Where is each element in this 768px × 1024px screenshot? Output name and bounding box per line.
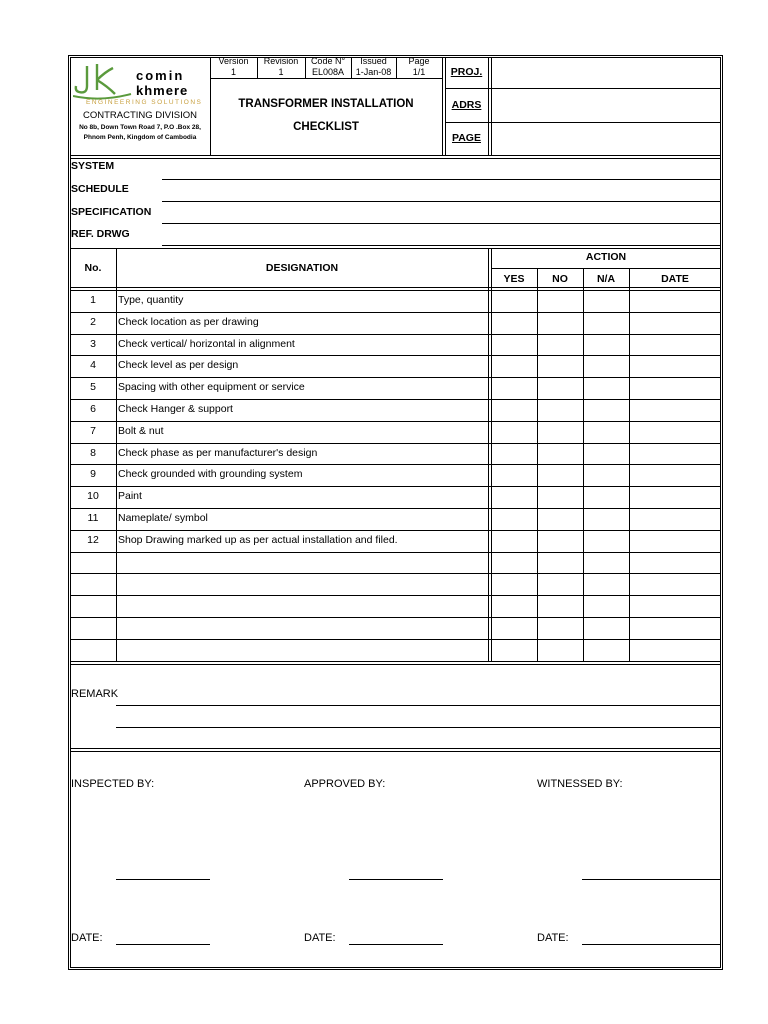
system-field-line[interactable] [162, 179, 721, 180]
date-column-header: DATE [661, 273, 689, 285]
yes-checkbox-cell[interactable] [491, 617, 537, 639]
na-checkbox-cell[interactable] [583, 334, 629, 356]
doc-code-value: EL008A [311, 67, 345, 77]
date-cell[interactable] [629, 595, 721, 617]
ref-drwg-label: REF. DRWG [71, 228, 130, 240]
no-checkbox-cell[interactable] [537, 552, 583, 574]
inspected-signature-line[interactable] [116, 879, 210, 880]
row-number: 8 [90, 446, 96, 459]
witnessed-signature-line[interactable] [582, 879, 721, 880]
yes-checkbox-cell[interactable] [491, 530, 537, 552]
na-checkbox-cell[interactable] [583, 573, 629, 595]
na-checkbox-cell[interactable] [583, 443, 629, 465]
yes-checkbox-cell[interactable] [491, 312, 537, 334]
approved-date-line[interactable] [349, 944, 443, 945]
inspected-by-label: INSPECTED BY: [71, 778, 155, 790]
yes-checkbox-cell[interactable] [491, 399, 537, 421]
doc-issued-header: Issued [360, 56, 387, 66]
row-designation: Nameplate/ symbol [118, 512, 208, 524]
date-cell[interactable] [629, 421, 721, 443]
yes-checkbox-cell[interactable] [491, 377, 537, 399]
company-division: CONTRACTING DIVISION [82, 110, 197, 121]
na-checkbox-cell[interactable] [583, 464, 629, 486]
table-row [70, 552, 721, 574]
remark-label: REMARK [71, 688, 119, 700]
doc-revision-header: Revision [263, 56, 299, 66]
no-checkbox-cell[interactable] [537, 399, 583, 421]
no-checkbox-cell[interactable] [537, 334, 583, 356]
na-checkbox-cell[interactable] [583, 399, 629, 421]
no-checkbox-cell[interactable] [537, 355, 583, 377]
row-number: 9 [90, 468, 96, 481]
row-designation: Bolt & nut [118, 424, 164, 437]
date-cell[interactable] [629, 508, 721, 530]
table-row [70, 312, 721, 334]
doc-page-value: 1/1 [412, 67, 426, 77]
date-cell[interactable] [629, 377, 721, 399]
row-number: 6 [90, 403, 96, 415]
date-cell[interactable] [629, 530, 721, 552]
na-column-header: N/A [596, 273, 616, 285]
yes-checkbox-cell[interactable] [491, 508, 537, 530]
company-tagline: ENGINEERING SOLUTIONS [86, 99, 203, 106]
no-checkbox-cell[interactable] [537, 508, 583, 530]
na-checkbox-cell[interactable] [583, 377, 629, 399]
no-checkbox-cell[interactable] [537, 617, 583, 639]
company-address-line2: Phnom Penh, Kingdom of Cambodia [83, 134, 197, 141]
date-cell[interactable] [629, 290, 721, 312]
na-checkbox-cell[interactable] [583, 595, 629, 617]
no-checkbox-cell[interactable] [537, 530, 583, 552]
company-name-line2: khmere [136, 83, 189, 98]
table-row [70, 639, 721, 661]
approved-by-label: APPROVED BY: [304, 778, 386, 790]
na-checkbox-cell[interactable] [583, 421, 629, 443]
row-number: 4 [90, 359, 96, 372]
table-row [70, 334, 721, 356]
na-checkbox-cell[interactable] [583, 530, 629, 552]
doc-page-header: Page [408, 56, 430, 66]
doc-version-value: 1 [230, 67, 236, 77]
row-number: 3 [90, 337, 96, 350]
date-cell[interactable] [629, 486, 721, 508]
no-checkbox-cell[interactable] [537, 573, 583, 595]
na-checkbox-cell[interactable] [583, 617, 629, 639]
specification-field-line[interactable] [162, 223, 721, 224]
yes-checkbox-cell[interactable] [491, 421, 537, 443]
specification-label: SPECIFICATION [71, 206, 152, 218]
row-designation: Check vertical/ horizontal in alignment [118, 337, 295, 350]
na-checkbox-cell[interactable] [583, 639, 629, 661]
yes-checkbox-cell[interactable] [491, 595, 537, 617]
no-checkbox-cell[interactable] [537, 595, 583, 617]
date-cell[interactable] [629, 334, 721, 356]
row-number: 11 [87, 512, 99, 524]
page-label: PAGE [452, 132, 481, 144]
system-label: SYSTEM [71, 160, 115, 172]
company-address-line1: No 8b, Down Town Road 7, P.O .Box 28, [79, 124, 201, 131]
yes-checkbox-cell[interactable] [491, 486, 537, 508]
no-checkbox-cell[interactable] [537, 464, 583, 486]
table-row [70, 355, 721, 377]
no-checkbox-cell[interactable] [537, 290, 583, 312]
table-row [70, 443, 721, 465]
row-number: 1 [90, 294, 96, 306]
yes-checkbox-cell[interactable] [491, 290, 537, 312]
adrs-value-field[interactable] [492, 89, 720, 121]
yes-checkbox-cell[interactable] [491, 464, 537, 486]
approved-date-label: DATE: [304, 932, 336, 944]
company-logo [73, 60, 133, 100]
date-cell[interactable] [629, 573, 721, 595]
row-designation: Check phase as per manufacturer's design [118, 446, 318, 459]
yes-checkbox-cell[interactable] [491, 443, 537, 465]
date-cell[interactable] [629, 443, 721, 465]
row-designation: Paint [118, 490, 142, 503]
table-row [70, 290, 721, 312]
date-cell[interactable] [629, 312, 721, 334]
na-checkbox-cell[interactable] [583, 552, 629, 574]
date-cell[interactable] [629, 355, 721, 377]
table-row [70, 595, 721, 617]
witnessed-by-label: WITNESSED BY: [537, 778, 623, 790]
row-number: 12 [87, 533, 99, 546]
row-designation: Type, quantity [118, 294, 184, 306]
no-checkbox-cell[interactable] [537, 443, 583, 465]
doc-code-header: Code N° [310, 56, 346, 66]
schedule-field-line[interactable] [162, 201, 721, 202]
yes-column-header: YES [503, 273, 525, 285]
row-number: 5 [90, 381, 96, 394]
adrs-label: ADRS [451, 99, 482, 111]
inspected-date-line[interactable] [116, 944, 210, 945]
date-cell[interactable] [629, 399, 721, 421]
company-name-line1: comin [136, 68, 185, 83]
action-column-header: ACTION [585, 251, 627, 263]
na-checkbox-cell[interactable] [583, 508, 629, 530]
table-row [70, 464, 721, 486]
yes-checkbox-cell[interactable] [491, 639, 537, 661]
no-action-column-header: NO [552, 273, 568, 285]
table-row [70, 573, 721, 595]
remark-line-1[interactable] [116, 705, 721, 706]
row-number: 10 [87, 490, 99, 503]
inspected-date-label: DATE: [71, 932, 103, 944]
na-checkbox-cell[interactable] [583, 312, 629, 334]
no-checkbox-cell[interactable] [537, 421, 583, 443]
row-designation: Check grounded with grounding system [118, 468, 303, 481]
row-designation: Shop Drawing marked up as per actual installation and filed. [118, 533, 398, 546]
table-row [70, 421, 721, 443]
doc-issued-value: 1-Jan-08 [355, 67, 392, 77]
no-column-header: No. [84, 262, 102, 274]
yes-checkbox-cell[interactable] [491, 552, 537, 574]
table-row [70, 508, 721, 530]
page-value-field[interactable] [492, 123, 720, 154]
yes-checkbox-cell[interactable] [491, 334, 537, 356]
row-designation: Check level as per design [118, 359, 239, 372]
doc-version-header: Version [218, 56, 249, 66]
na-checkbox-cell[interactable] [583, 355, 629, 377]
yes-checkbox-cell[interactable] [491, 573, 537, 595]
designation-column-header: DESIGNATION [265, 262, 339, 274]
row-designation: Check Hanger & support [118, 403, 233, 415]
approved-signature-line[interactable] [349, 879, 443, 880]
witnessed-date-label: DATE: [537, 932, 569, 944]
table-row [70, 530, 721, 552]
row-number: 7 [90, 424, 96, 437]
date-cell[interactable] [629, 617, 721, 639]
na-checkbox-cell[interactable] [583, 290, 629, 312]
table-row [70, 486, 721, 508]
form-title-line1: TRANSFORMER INSTALLATION [238, 98, 414, 110]
proj-value-field[interactable] [492, 58, 720, 87]
date-cell[interactable] [629, 639, 721, 661]
row-designation: Spacing with other equipment or service [118, 381, 305, 394]
proj-label: PROJ. [450, 66, 483, 78]
schedule-label: SCHEDULE [71, 183, 129, 195]
row-designation: Check location as per drawing [118, 315, 259, 328]
no-checkbox-cell[interactable] [537, 486, 583, 508]
doc-revision-value: 1 [278, 67, 284, 77]
witnessed-date-line[interactable] [582, 944, 721, 945]
no-checkbox-cell[interactable] [537, 312, 583, 334]
date-cell[interactable] [629, 552, 721, 574]
form-title-line2: CHECKLIST [293, 121, 359, 133]
table-row [70, 377, 721, 399]
ref-drwg-field-line[interactable] [162, 245, 721, 246]
no-checkbox-cell[interactable] [537, 639, 583, 661]
table-row [70, 399, 721, 421]
table-row [70, 617, 721, 639]
no-checkbox-cell[interactable] [537, 377, 583, 399]
remark-line-2[interactable] [116, 727, 721, 728]
yes-checkbox-cell[interactable] [491, 355, 537, 377]
date-cell[interactable] [629, 464, 721, 486]
row-number: 2 [90, 315, 96, 328]
na-checkbox-cell[interactable] [583, 486, 629, 508]
